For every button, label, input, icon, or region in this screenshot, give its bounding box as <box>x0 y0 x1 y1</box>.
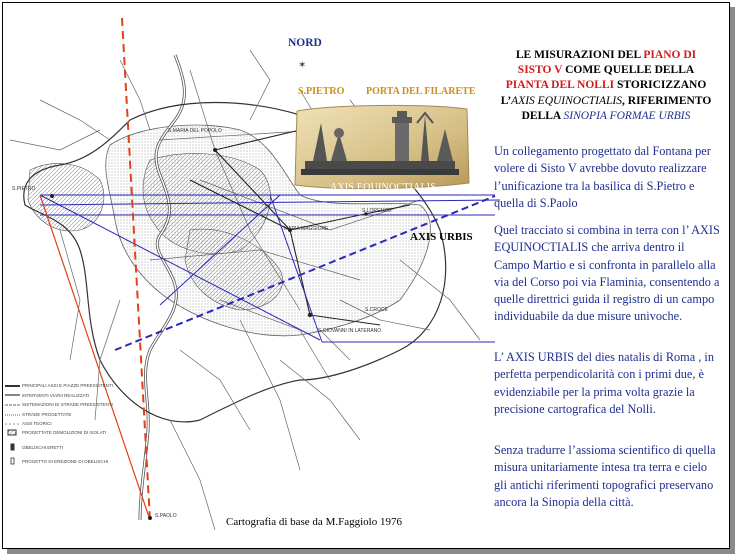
title-part: STORICIZZANO L’ <box>500 79 707 107</box>
paragraph-collegamento: Un collegamento progettato dal Fontana per volere di Sisto V avrebbe dovuto realizzare l’unificazione tra la basilica di S.Pietro e quella di S.Paolo <box>494 144 711 210</box>
legend-item: PROGETTO DI EREZIONE DI OBELISCHI <box>22 459 109 464</box>
place-label: S.CROCE <box>365 307 388 313</box>
legend-item: ASSI TEORICI <box>22 421 52 426</box>
legend-item: PROGETTATE DEMOLIZIONI DI ISOLATI <box>22 430 107 435</box>
legend-item: STRADE PROGETTATE <box>22 412 72 417</box>
place-label: S.GIOVANNI IN LATERANO <box>318 328 382 334</box>
place-label: S.PAOLO <box>155 513 177 519</box>
title-italic: AXIS EQUINOCTIALIS <box>511 94 623 107</box>
legend-item: OBELISCHI ERETTI <box>22 445 64 450</box>
place-label: MARIA MAGGIORE <box>284 226 329 232</box>
title-part: LE MISURAZIONI DEL <box>515 49 644 61</box>
axis-equinoctialis-label: AXIS EQUINOCTIALIS <box>330 182 437 193</box>
map-credit: Cartografia di base da M.Faggiolo 1976 <box>226 516 402 528</box>
place-label: S.PIETRO <box>12 186 36 192</box>
place-label: S.MARIA DEL POPOLO <box>168 128 222 134</box>
spietro-label: S.PIETRO <box>298 86 345 97</box>
north-label: NORD <box>288 37 322 49</box>
porta-label: PORTA DEL FILARETE <box>366 86 476 97</box>
paragraph-sinopia: Senza tradurre l’assioma scientifico di quella misura unitariamente intesa tra terra e cielo gli antichi riferimenti topografici preservano ancora la Sinopia della città. <box>494 443 716 509</box>
legend-item: INTERVENTI VIARII REALIZZATI <box>22 393 90 398</box>
paragraph-tracciato: Quel tracciato si combina in terra con l’ AXIS EQUINOCTIALIS che arriva dentro il Campo Martio e si confronta in parallelo alla via del Corso poi via Flaminia, consentendo a quelle direttrici guida il registro di un campo individuabile da due misure univoche. <box>494 223 720 324</box>
legend-item: SISTEMAZIONI DI STRADE PREESISTENTI <box>22 402 113 407</box>
title-italic-blue: SINOPIA FORMAE URBIS <box>563 109 691 122</box>
title-part: , RIFERIMENTO DELLA <box>521 94 712 122</box>
compass-icon: ✶ <box>298 60 307 71</box>
title-highlight: PIANO DI SISTO V <box>517 49 697 77</box>
sinopia-image <box>291 103 471 191</box>
legend-symbols <box>5 386 20 464</box>
title-highlight: PIANTA DEL NOLLI <box>505 79 615 92</box>
place-label: S.LORENZO <box>362 208 391 214</box>
title-part: COME QUELLE DELLA <box>562 64 695 77</box>
slide-title <box>498 48 714 124</box>
axis-urbis-label: AXIS URBIS <box>410 231 473 243</box>
legend-item: PRINCIPALI ASSI E PIAZZE PREESISTENTI <box>22 383 113 388</box>
paragraph-axis-urbis: L’ AXIS URBIS del dies natalis di Roma , in perfetta perpendicolarità con i primi due, è evidenziabile per la prima volta grazie la precisione cartografica del Nolli. <box>494 350 714 416</box>
